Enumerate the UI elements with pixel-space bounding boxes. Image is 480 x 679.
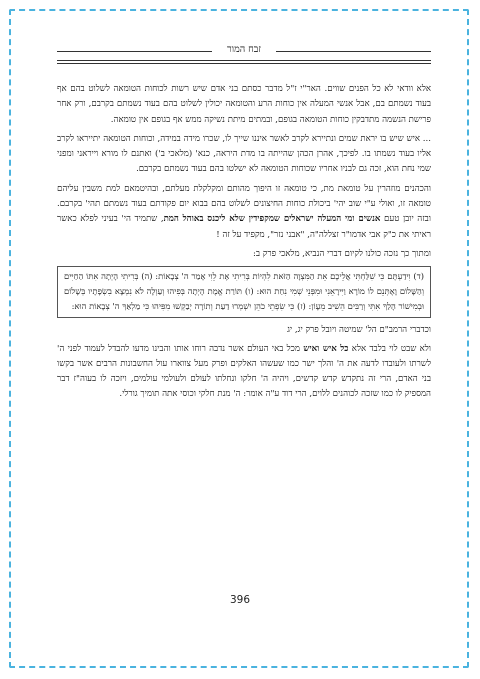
header-rule-under xyxy=(57,60,431,61)
running-header xyxy=(57,43,431,61)
paragraph-text: והכהנים מוזהרין על טומאת מת, כי טומאה זו היפוך מהותם ומקלקלת מעלתם, ובהיטמאם למת משבין עליהם טומאה זו, ואולי ע"י שוב יהי' ביכולת כוחות החיצונים לשלוט בהם בבוא יום פקודתם בעוד נשמתם תהי' בקרבם. ובזה יובן טעם xyxy=(57,183,431,225)
main-text xyxy=(57,82,431,407)
bold-phrase: כל איש ואיש xyxy=(303,343,349,354)
bold-phrase: אנשים ומי המעלה ישראלים שמקפידין שלא ליכנס באוהל המת xyxy=(163,214,381,225)
header-rule-right xyxy=(276,51,431,52)
paragraph: אלא וודאי לא כל הפנים שווים. האר"י ז"ל מדבר כסתם בני אדם שיש רשות לכוחות הטומאה לשלוט בהם אף בעוד נשמתם בם, אבל אנשי המעלה אין כוחות הרע והטומאה יכולין לשלוט בהם בעוד נשמתם בקרבם, ורק אחר פרישת הנשמה מתדבקין כוחות הטומאה בגופם, ובמתים מיתת נשיקה ממש אף בגופם אין טומאה. xyxy=(57,84,431,125)
header-title: זבח המור xyxy=(226,44,262,55)
paragraph: ומתוך כך נזכה כולנו לקיום דברי הנביא, מלאכי פרק ב: xyxy=(253,248,431,259)
paragraph-text: ולא שבט לוי בלבד אלא xyxy=(351,343,431,354)
header-rule-under-2 xyxy=(57,63,431,64)
paragraph: וכדברי הרמב"ם הל' שמיטה ויובל פרק יג, יג xyxy=(287,325,431,336)
paragraph xyxy=(57,182,431,243)
paragraph xyxy=(57,342,431,403)
paragraph: ... איש שיש בו יראת שמים ונתיירא לקרב לאשר איננו שייך לו, שכרו מידה במידה, וכוחות הטומאה יתייראו לקרב אליו בעוד נשמתו בו. לפיכך, אהרן הכהן שהייתה בו מדת היראה, כנא' (מלאכי ב') ואתנם לו מורא וייראני ומפני שמי נחת הוא, זכה גם לבניו אחריו שכוחות הטומאה לא ישלטו בהם בעוד נשמתם בקרבם. xyxy=(57,133,431,175)
paragraph-text: מכל באי העולם אשר נדבה רוחו אותו והבינו מדעו להבדל לעמוד לפני ה' לשרתו ולעובדו לדעה את ה' והלך ישר כמו שעשהו האלקים ופרק מעל צווארו עול החשבונות הרבים אשר בקשו בני האדם, הרי זה נתקדש קדש קדשים, ויהיה ה' חלקו ונחלתו לעולם ולעולמי עולמים, ויזכה לו בעוה"ז דבר המספיק לו כמו שזכה לכוהנים ללוים, הרי דוד ע"ה אומר: ה' מנת חלקי וכוסי אתה תומיך גורלי. xyxy=(57,343,431,400)
paragraph-text: , שתמיד הי' בעיני לפלא כאשר ראיתי את כ"ק אבי אדמו"ר זצללה"ה, "אבני נזר", מקפיד על זה ! xyxy=(57,214,431,240)
scripture-quote-box: (ד) וִידַעְתֶּם כִּי שִׁלַּחְתִּי אֲלֵיכֶם אֵת הַמִּצְוָה הַזֹּאת לִהְיוֹת בְּרִיתִי אֶת לֵוִי אָמַר ה' צְבָאוֹת: (ה) בְּרִיתִי הָיְתָה אִתּוֹ הַחַיִּים וְהַשָּׁלוֹם וָאֶתְּנֵם לוֹ מוֹרָא וַיִּירָאֵנִי וּמִפְּנֵי שְׁמִי נִחַת הוּא: (ו) תּוֹרַת אֱמֶת הָיְתָה בְּפִיהוּ וְעַוְלָה לֹא נִמְצָא בִשְׂפָתָיו בְּשָׁלוֹם וּבְמִישׁוֹר הָלַךְ אִתִּי וְרַבִּים הֵשִׁיב מֵעָוֹן: (ז) כִּי שִׂפְתֵי כֹהֵן יִשְׁמְרוּ דַעַת וְתוֹרָה יְבַקְשׁוּ מִפִּיהוּ כִּי מַלְאַךְ ה' צְבָאוֹת הוּא: xyxy=(57,266,431,318)
page-number: 396 xyxy=(229,594,251,606)
